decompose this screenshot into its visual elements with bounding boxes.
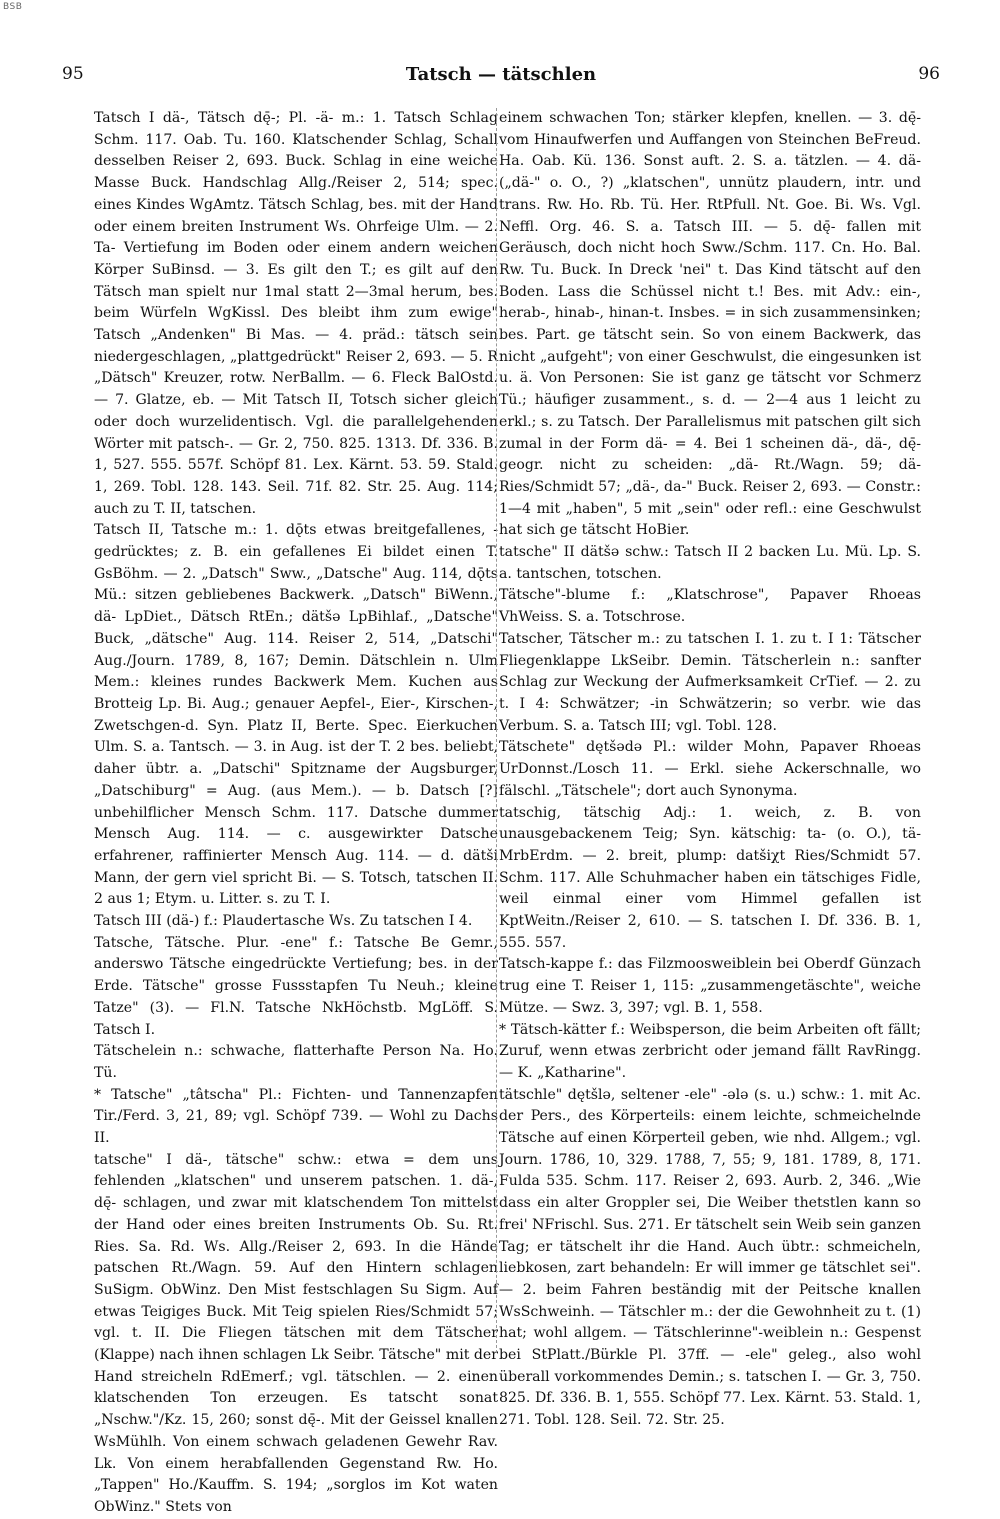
right-column [499,108,921,1429]
page-number-right: 96 [918,64,940,84]
entry-tatsch-3: Tatsch III (dä-) f.: Plaudertasche Ws. Zu tatschen I 4. [94,913,473,930]
entry-taetschete: Tätschete" dętšədə Pl.: wilder Mohn, Papaver Rhoeas UrDonnst./Losch 11. — Erkl. siehe Ackerschnalle, wo fälschl. „Tätschele"; dort auch Synonyma. [499,739,921,799]
entry-taetschelein: Tätschelein n.: schwache, flatterhafte Person Na. Ho. Tü. [94,1043,498,1081]
left-column [94,108,498,1515]
entry-tatsch-1: Tatsch I dä-, Tätsch dę̄-; Pl. -ä- m.: 1. Tatsch Schlag Schm. 117. Oab. Tu. 160. Klatschender Schlag, Schall desselben Reiser 2, 693. Buck. Schlag in eine weiche Masse Buck. Handschlag Allg./Reiser 2, 514; spec. eines Kindes WgAmtz. Tätsch Schlag, bes. mit der Hand oder einem breiten Instrument Ws. Ohrfeige Ulm. — 2. Ta- Vertiefung im Boden oder einem andern weichen Körper SuBinsd. — 3. Es gilt den T.; es gilt auf den Tätsch man spielt nur 1mal statt 2—3mal herum, bes. beim Würfeln WgKissl. Des bleibt ihm zum ewige" Tatsch „Andenken" Bi Mas. — 4. präd.: tätsch sein niedergeschlagen, „plattgedrückt" Reiser 2, 693. — 5. R „Dätsch" Kreuzer, rotw. NerBallm. — 6. Fleck BalOstd. — 7. Glatze, eb. — Mit Tatsch II, Totsch sicher gleich oder doch wurzelidentisch. Vgl. die parallelgehenden Wörter mit patsch-. — Gr. 2, 750. 825. 1313. Df. 336. B. 1, 527. 555. 557f. Schöpf 81. Lex. Kärnt. 53. 59. Stald. 1, 269. Tobl. 128. 143. Seil. 71f. 82. Str. 25. Aug. 114; auch zu T. II, tatschen. [94,110,498,517]
entry-taetschen-blume: Tätsche"-blume f.: „Klatschrose", Papaver Rhoeas VhWeiss. S. a. Totschrose. [499,587,921,626]
entry-tatsche: Tatsche, Tätsche. Plur. -ene" f.: Tatsche Be Gemr., anderswo Tätsche eingedrückte Vertiefung; bes. in der Erde. Tätsche" grosse Fussstapfen Tu Neuh.; kleine Tatze" (3). — Fl.N. Tatsche NkHöchstb. MgLöff. S. Tatsch I. [94,934,498,1038]
entry-tatscher: Tatscher, Tätscher m.: zu tatschen I. 1. zu t. I 1: Tätscher Fliegenklappe LkSeibr. Demin. Tätscherlein n.: sanfter Schlag zur Weckung der Aufmerksamkeit CrTief. — 2. zu t. I 4: Schwätzer; -in Schwätzerin; so verbr. wie das Verbum. S. a. Tatsch III; vgl. Tobl. 128. [499,630,921,734]
entry-tatsch-kappe: Tatsch-kappe f.: das Filzmoosweiblein bei Oberdf Günzach trug eine T. Reiser 1, 115: „zusammengetäschte", weiche Mütze. — Swz. 3, 397; vgl. B. 1, 558. [499,956,921,1016]
entry-tatschig: tatschig, tätschig Adj.: 1. weich, z. B. von unausgebackenem Teig; Syn. kätschig: ta- (o. O.), tä- MrbErdm. — 2. breit, plump: datšiχt Ries/Schmidt 57. Schm. 117. Alle Schuhmacher haben ein tätschiges Fidle, weil einmal einer vom Himmel gefallen ist KptWeitn./Reiser 2, 610. — S. tatschen I. Df. 336. B. 1, 555. 557. [499,804,921,951]
library-mark: BSB [3,2,23,12]
entry-taetschlen: tätschle" dętšlə, seltener -ele" -ələ (s. u.) schw.: 1. mit Ac. der Pers., des Körperteils: einem leichte, schmeichelnde Tätsche auf einen Körperteil geben, wie nhd. Allgem.; vgl. Journ. 1786, 10, 329. 1788, 7, 55; 9, 181. 1789, 8, 171. Fulda 535. Schm. 117. Reiser 2, 693. Aurb. 2, 346. „Wie dass ein alter Groppler sei, Die Weiber thetstlen kann so frei' NFrischl. Sus. 271. Er tätschelt sein Weib sein ganzen Tag; er tätschelt ihr die Hand. Auch übtr.: schmeicheln, liebkosen, zart behandeln: Er will immer ge tätschlet sei". — 2. beim Fahren beständig mit der Peitsche knallen WsSchweinh. — Tätschler m.: der die Gewohnheit zu t. (1) hat; wohl allgem. — Tätschlerinne"-weiblein n.: Gespenst bei StPlatt./Bürkle Pl. 37ff. — -ele" geleg., also wohl überall vorkommendes Demin.; s. tatschen I. — Gr. 3, 750. 825. Df. 336. B. 1, 555. Schöpf 77. Lex. Kärnt. 53. Stald. 1, 271. Tobl. 128. Seil. 72. Str. 25. [499,1086,921,1429]
entry-tatschen-2: tatsche" II dätšə schw.: Tatsch II 2 backen Lu. Mü. Lp. S. a. tantschen, totschen. [499,544,921,582]
entry-taetsch-kaetter: * Tätsch-kätter f.: Weibsperson, die beim Arbeiten oft fällt; Zuruf, wenn etwas zerbricht oder jemand fällt RavRingg. — K. „Katharine". [499,1021,921,1081]
entry-tatschen-1: tatsche" I dä-, tätsche" schw.: etwa = dem uns fehlenden „klatschen" und unserem patschen. 1. dä-, dę̄- schlagen, und zwar mit klatschendem Ton mittelst der Hand oder eines breiten Instruments Ob. Su. Rt. Ries. Sa. Rd. Ws. Allg./Reiser 2, 693. In die Hände patschen Rt./Wagn. 59. Auf den Hintern schlagen SuSigm. ObWinz. Den Mist festschlagen Su Sigm. Auf etwas Teigiges Buck. Mit Teig spielen Ries/Schmidt 57; vgl. t. II. Die Fliegen tätschen mit dem Tätscher (Klappe) nach ihnen schlagen Lk Seibr. Tätsche" mit der Hand streicheln RdEmerf.; vgl. tätschlen. — 2. einen klatschenden Ton erzeugen. Es tatscht sonat „Nschw."/Kz. 15, 260; sonst dę̄-. Mit der Geissel knallen WsMühlh. Von einem schwach geladenen Gewehr Rav. Lk. Von einem herabfallenden Gegenstand Rw. Ho. „Tappen" Ho./Kauffm. S. 194; „sorglos im Kot waten ObWinz." Stets von [94,1151,498,1515]
page-number-left: 95 [62,64,84,84]
entry-tatschen-1-cont: einem schwachen Ton; stärker klepfen, knellen. — 3. dę̄- vom Hinaufwerfen und Auffangen von Steinchen BeFreud. Ha. Oab. Kü. 136. Sonst auft. 2. S. a. tätzlen. — 4. dä- („dä-" o. O., ?) „klatschen", unnütz plaudern, intr. und trans. Rw. Ho. Rb. Tü. Her. RtPfull. Nt. Goe. Bi. Ws. Vgl. Neffl. Org. 46. S. a. Tatsch III. — 5. dę̄- fallen mit Geräusch, doch nicht hoch Sww./Schm. 117. Cn. Ho. Bal. Rw. Tu. Buck. In Dreck 'nei" t. Das Kind tätscht auf den Boden. Lass die Schüssel nicht t.! Bes. mit Adv.: ein-, herab-, hinab-, hinan-t. Insbes. = in sich zusammensinken; bes. Part. ge tätscht sein. So von einem Backwerk, das nicht „aufgeht"; von einer Geschwulst, die eingesunken ist u. ä. Von Personen: Sie ist ganz ge tätscht vor Schmerz Tü.; häufiger zusamment., s. d. — 2—4 aus 1 leicht zu erkl.; s. zu Tatsch. Der Parallelismus mit patschen gilt sich zumal in der Form dä- = 4. Bei 1 scheinen dä-, dä-, dę̄- geogr. nicht zu scheiden: „dä- Rt./Wagn. 59; dä-Ries/Schmidt 57; „dä-, da-" Buck. Reiser 2, 693. — Constr.: 1—4 mit „haben", 5 mit „sein" oder refl.: eine Geschwulst hat sich ge tätscht HoBier. [499,110,921,539]
page-header [62,64,940,88]
running-title: Tatsch — tätschlen [405,64,597,85]
column-divider [496,108,497,1353]
entry-tatsch-2: Tatsch II, Tatsche m.: 1. dǭts etwas breitgefallenes, -gedrücktes; z. B. ein gefallenes Ei bildet einen T. GsBöhm. — 2. „Datsch" Sww., „Datsche" Aug. 114, dǭts Mü.: sitzen gebliebenes Backwerk. „Datsch" BiWenn., dä- LpDiet., Dätsch RtEn.; dätšə LpBihlaf., „Datsche" Buck, „dätsche" Aug. 114. Reiser 2, 514, „Datschi" Aug./Journ. 1789, 8, 167; Demin. Dätschlein n. Ulm Mem.: kleines rundes Backwerk Mem. Kuchen aus Brotteig Lp. Bi. Aug.; genauer Aepfel-, Eier-, Kirschen-, Zwetschgen-d. Syn. Platz II, Berte. Spec. Eierkuchen Ulm. S. a. Tantsch. — 3. in Aug. ist der T. 2 bes. beliebt, daher übtr. a. „Datschi" Spitzname der Augsburger, „Datschiburg" = Aug. (aus Mem.). — b. Datsch [?] unbehilflicher Mensch Schm. 117. Datsche dummer Mensch Aug. 114. — c. ausgewirkter Datsche erfahrener, raffinierter Mensch Aug. 114. — d. dätši Mann, der gern viel spricht Bi. — S. Totsch, tatschen II. 2 aus 1; Etym. u. Litter. s. zu T. I. [94,522,498,908]
entry-tatsche-pl: * Tatsche" „tâtscha" Pl.: Fichten- und Tannenzapfen Tir./Ferd. 3, 21, 89; vgl. Schöpf 739. — Wohl zu Dachs II. [94,1086,498,1147]
